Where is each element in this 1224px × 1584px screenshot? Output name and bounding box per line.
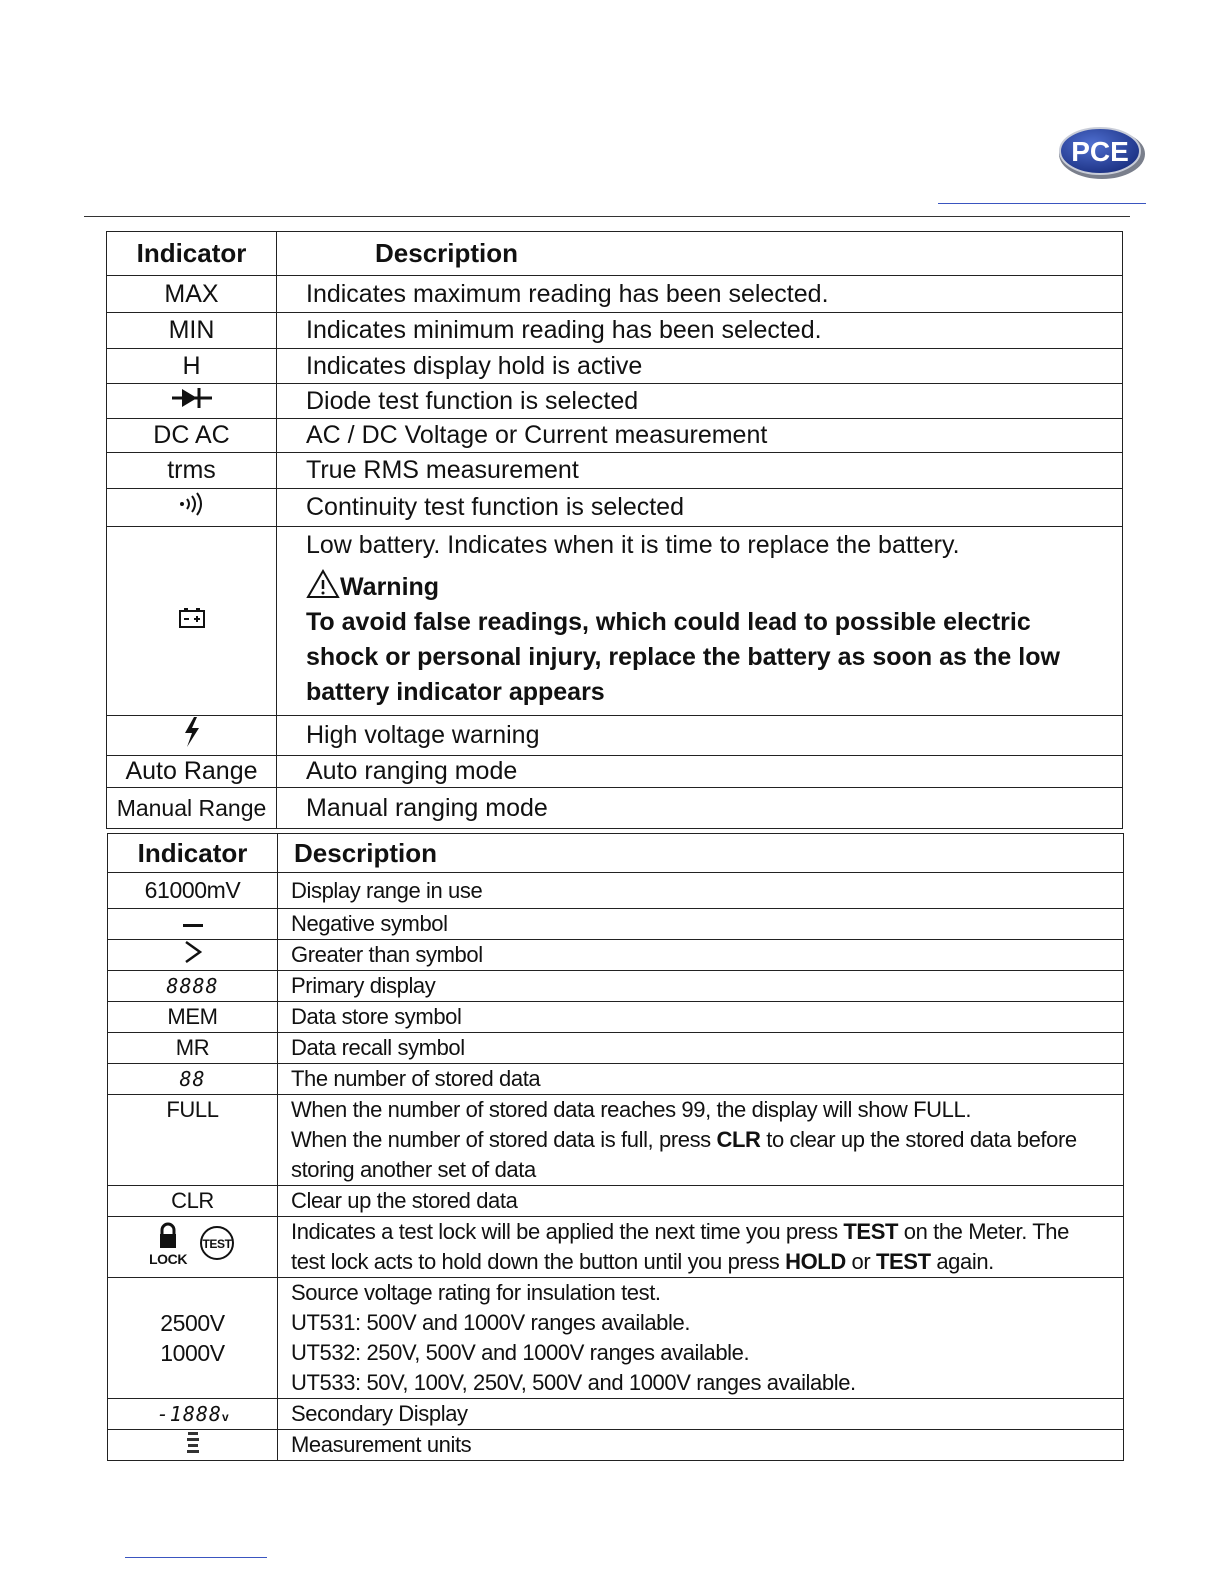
text-segment: to clear up the stored data before [760,1127,1077,1152]
secondary-unit: v [221,1410,229,1424]
description: Auto ranging mode [277,756,1123,788]
indicator-mr: MR [108,1033,278,1064]
indicator-auto-range: Auto Range [107,756,277,788]
bold-key: TEST [843,1219,899,1244]
diode-icon [170,386,214,410]
text-segment: test lock acts to hold down the button until you press [291,1249,786,1274]
table-row [108,909,1124,940]
header-divider [84,216,1130,217]
description-line: UT531: 500V and 1000V ranges available. [291,1310,691,1335]
description-header: Description [277,232,1123,276]
table-row [107,716,1123,756]
indicator-2500v: 2500V [160,1310,225,1336]
description: Data store symbol [278,1002,1124,1033]
minus-icon [182,921,204,931]
description: Secondary Display [278,1399,1124,1430]
battery-icon [178,607,206,629]
text-segment: on the Meter. The [898,1219,1069,1244]
text-segment: or [845,1249,876,1274]
indicator-header: Indicator [107,232,277,276]
description-line: When the number of stored data reaches 99, the display will show FULL. [291,1097,972,1122]
indicator-mem: MEM [108,1002,278,1033]
pce-logo [1058,124,1146,180]
table-row [107,419,1123,453]
description: Indicates minimum reading has been selected. [277,313,1123,349]
text-segment: again. [930,1249,994,1274]
table-row [108,1186,1124,1217]
description: Indicates display hold is active [277,349,1123,384]
text-segment: Indicates a test lock will be applied the next time you press [291,1219,844,1244]
description: Indicates maximum reading has been selected. [277,276,1123,313]
table-row [107,788,1123,829]
indicator-manual-range: Manual Range [107,788,277,829]
header-link-underline [938,203,1146,204]
indicator-trms: trms [107,453,277,489]
table-header-row [108,834,1124,873]
table-row [108,971,1124,1002]
description: Clear up the stored data [278,1186,1124,1217]
bold-key: TEST [876,1249,931,1274]
table-row [107,527,1123,716]
description: Continuity test function is selected [277,489,1123,527]
description: True RMS measurement [277,453,1123,489]
description-line [291,1217,1123,1247]
table-row [107,756,1123,788]
table-header-row [107,232,1123,276]
warning-heading [306,569,1122,605]
table-row [108,1430,1124,1461]
table-row [107,453,1123,489]
description: High voltage warning [277,716,1123,756]
warning-title: Warning [340,573,440,601]
footer-link-underline [125,1557,267,1558]
table-row [108,1033,1124,1064]
table-row [107,349,1123,384]
description-line: storing another set of data [291,1157,536,1182]
table-row [107,384,1123,419]
description: Greater than symbol [278,940,1124,971]
indicator-min: MIN [107,313,277,349]
warning-line: shock or personal injury, replace the battery as soon as the low [306,643,1060,671]
table-row [108,1064,1124,1095]
description: Primary display [278,971,1124,1002]
logo-text: PCE [1071,136,1129,167]
table-row [108,1095,1124,1186]
description: Diode test function is selected [277,384,1123,419]
primary-display-icon: 8888 [166,974,219,998]
indicator-range: 61000mV [108,873,278,909]
table-row [107,276,1123,313]
description: Measurement units [278,1430,1124,1461]
table-row [108,1002,1124,1033]
table-row [108,1278,1124,1399]
lock-label: LOCK [149,1251,187,1267]
table-row [107,489,1123,527]
table-row [108,1217,1124,1278]
description-header: Description [278,834,1124,873]
indicator-header: Indicator [108,834,278,873]
indicator-dc-ac: DC AC [107,419,277,453]
indicator-1000v: 1000V [160,1340,225,1366]
description-line [291,1125,1123,1155]
description-line: UT533: 50V, 100V, 250V, 500V and 1000V ranges available. [291,1370,856,1395]
table-row [108,873,1124,909]
indicator-clr: CLR [108,1186,278,1217]
indicator-hold: H [107,349,277,384]
table-row [107,313,1123,349]
description-line: UT532: 250V, 500V and 1000V ranges available. [291,1340,750,1365]
description: The number of stored data [278,1064,1124,1095]
text-segment: When the number of stored data is full, press [291,1127,717,1152]
description: Data recall symbol [278,1033,1124,1064]
low-battery-description: Low battery. Indicates when it is time to replace the battery. [306,531,960,559]
description-line: Source voltage rating for insulation test. [291,1280,661,1305]
description: Display range in use [278,873,1124,909]
table-row [108,940,1124,971]
table-row [108,1399,1124,1430]
stored-count-icon: 88 [179,1067,206,1091]
description: AC / DC Voltage or Current measurement [277,419,1123,453]
warning-line: battery indicator appears [306,678,605,706]
continuity-sound-icon [177,492,207,516]
warning-line: To avoid false readings, which could lead to possible electric [306,608,1031,636]
description: Manual ranging mode [277,788,1123,829]
description-line [291,1247,1123,1277]
greater-than-icon [183,940,203,964]
indicator-table-1 [106,231,1123,829]
indicator-table-2 [107,833,1124,1461]
bold-key: HOLD [785,1249,846,1274]
bold-key: CLR [716,1127,761,1152]
indicator-full: FULL [108,1095,278,1186]
lock-test-icon [150,1220,236,1268]
lightning-icon [181,716,203,748]
indicator-max: MAX [107,276,277,313]
test-label: TEST [201,1237,232,1251]
measurement-units-icon [186,1430,200,1454]
secondary-display-icon: -1888 [156,1402,222,1426]
warning-triangle-icon [306,569,340,599]
description: Negative symbol [278,909,1124,940]
